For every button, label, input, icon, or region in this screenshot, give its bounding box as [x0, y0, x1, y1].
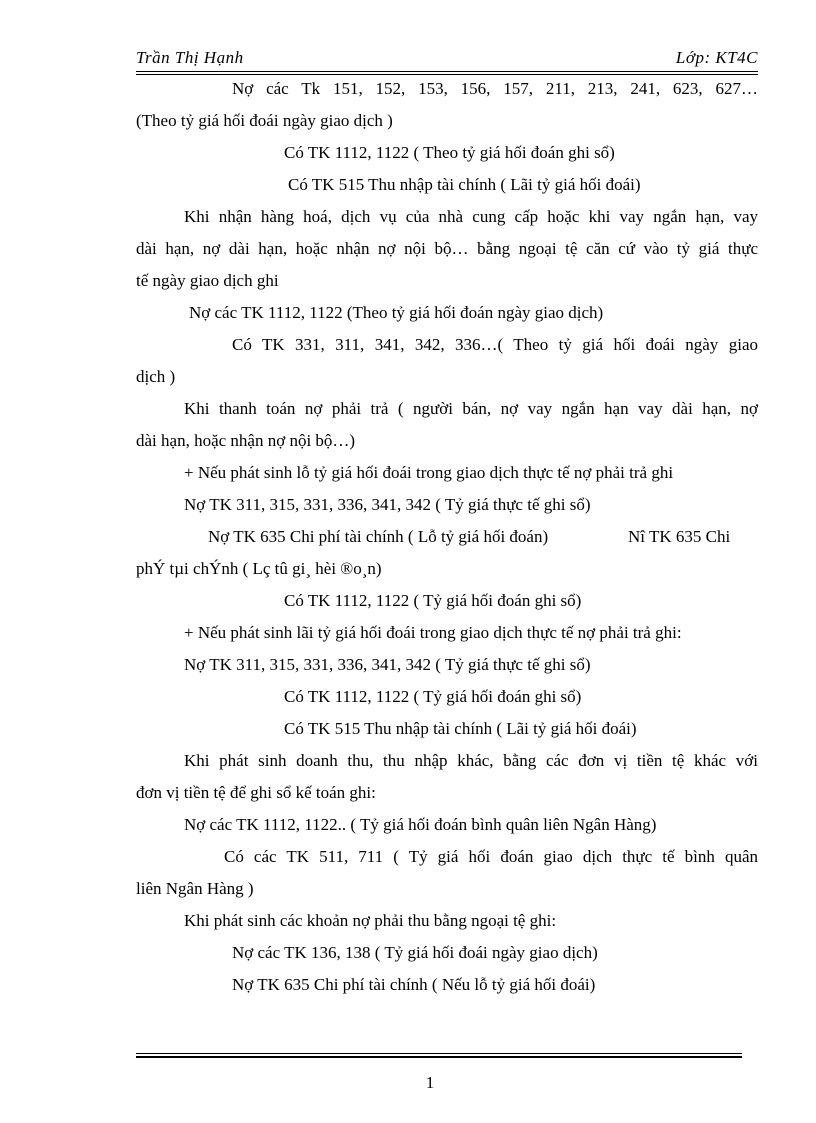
body-line-11: Khi thanh toán nợ phải trả ( người bán, nợ vay ngắn hạn vay dài hạn, nợ [184, 399, 758, 418]
body-line-29: Nợ TK 635 Chi phí tài chính ( Nếu lỗ tỷ giá hối đoái) [232, 975, 596, 994]
body-line-19: Nợ TK 311, 315, 331, 336, 341, 342 ( Tỷ giá thực tế ghi sổ) [184, 655, 591, 674]
body-line-12: dài hạn, hoặc nhận nợ nội bộ…) [136, 431, 356, 450]
footer-rule-thick [136, 1056, 742, 1058]
body-line-14: Nợ TK 311, 315, 331, 336, 341, 342 ( Tỷ giá thực tế ghi sổ) [184, 495, 591, 514]
body-line-5: Khi nhận hàng hoá, dịch vụ của nhà cung cấp hoặc khi vay ngắn hạn, vay [184, 207, 758, 226]
body-line-1: Nợ các Tk 151, 152, 153, 156, 157, 211, 213, 241, 623, 627… [232, 79, 758, 98]
body-line-22: Khi phát sinh doanh thu, thu nhập khác, bằng các đơn vị tiền tệ khác với [184, 751, 758, 770]
body-line-21: Có TK 515 Thu nhập tài chính ( Lãi tỷ giá hối đoái) [284, 719, 637, 738]
body-line-10: dịch ) [136, 367, 176, 386]
body-line-4: Có TK 515 Thu nhập tài chính ( Lãi tỷ giá hối đoái) [288, 175, 641, 194]
header-author: Trần Thị Hạnh [136, 48, 244, 67]
body-line-15a: Nợ TK 635 Chi phí tài chính ( Lỗ tỷ giá hối đoán) [208, 527, 549, 546]
body-line-13: + Nếu phát sinh lỗ tỷ giá hối đoái trong giao dịch thực tế nợ phải trả ghi [184, 463, 674, 482]
body-line-7: tế ngày giao dịch ghi [136, 271, 279, 290]
body-line-24: Nợ các TK 1112, 1122.. ( Tỷ giá hối đoán bình quân liên Ngân Hàng) [184, 815, 657, 834]
header-rule-secondary [136, 74, 758, 75]
page-header [136, 48, 758, 72]
body-line-15b: Nî TK 635 Chi [628, 527, 731, 546]
body-line-26: liên Ngân Hàng ) [136, 879, 254, 898]
body-line-23: đơn vị tiền tệ để ghi sổ kế toán ghi: [136, 783, 376, 802]
body-line-9: Có TK 331, 311, 341, 342, 336…( Theo tỷ giá hối đoái ngày giao [232, 335, 758, 354]
body-line-16: phÝ tµi chÝnh ( Lç tû gi¸ hèi ®o¸n) [136, 559, 382, 578]
header-class: Lớp: KT4C [675, 48, 758, 67]
body-line-17: Có TK 1112, 1122 ( Tỷ giá hối đoán ghi sổ) [284, 591, 582, 610]
body-line-25: Có các TK 511, 711 ( Tỷ giá hối đoán giao dịch thực tế bình quân [224, 847, 758, 866]
body-line-3: Có TK 1112, 1122 ( Theo tỷ giá hối đoán ghi sổ) [284, 143, 615, 162]
body-line-6: dài hạn, nợ dài hạn, hoặc nhận nợ nội bộ… bằng ngoại tệ căn cứ vào tỷ giá thực [136, 239, 758, 258]
body-line-27: Khi phát sinh các khoản nợ phải thu bằng ngoại tệ ghi: [184, 911, 557, 930]
body-line-18: + Nếu phát sinh lãi tỷ giá hối đoái trong giao dịch thực tế nợ phải trả ghi: [184, 623, 682, 642]
page-number: 1 [425, 1073, 435, 1092]
body-line-20: Có TK 1112, 1122 ( Tỷ giá hối đoán ghi sổ) [284, 687, 582, 706]
footer-rule [136, 1053, 742, 1054]
body-line-8: Nợ các TK 1112, 1122 (Theo tỷ giá hối đoán ngày giao dịch) [189, 303, 604, 322]
header-rule [136, 71, 758, 72]
body-line-28: Nợ các TK 136, 138 ( Tỷ giá hối đoái ngày giao dịch) [232, 943, 598, 962]
body-line-2: (Theo tỷ giá hối đoái ngày giao dịch ) [136, 111, 393, 130]
